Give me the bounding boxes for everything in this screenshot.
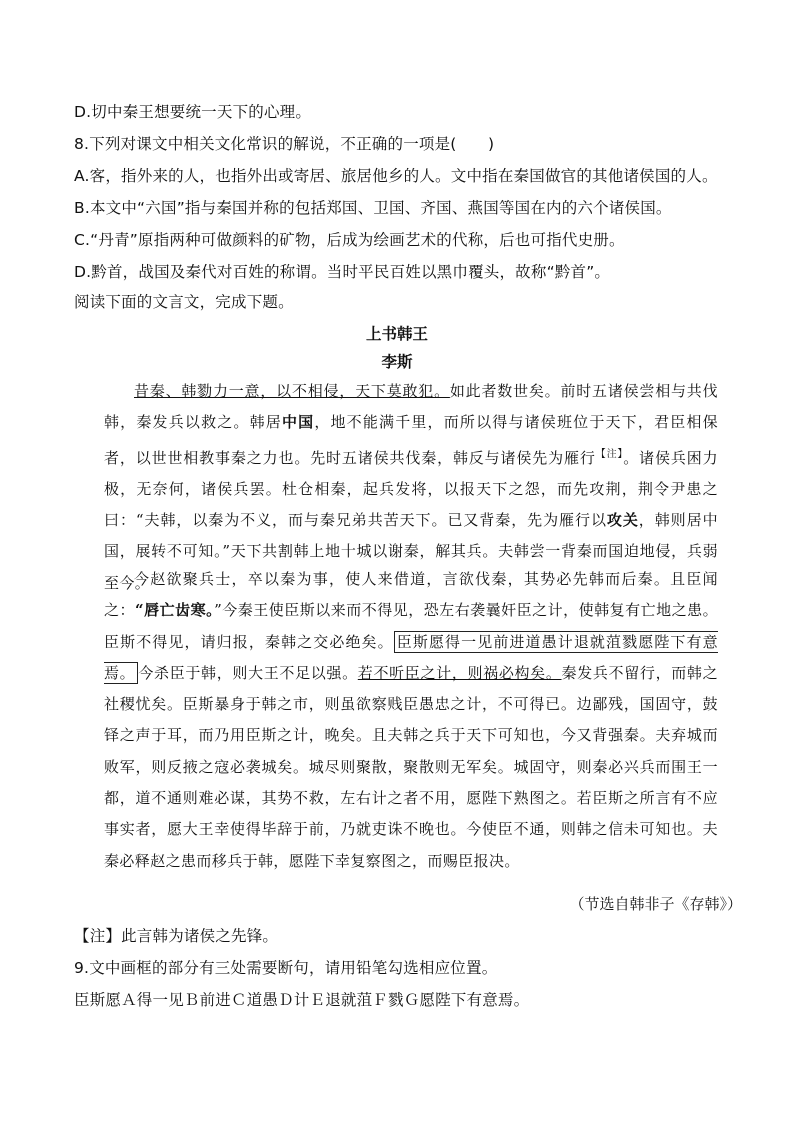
passage-title: 上书韩王	[365, 325, 428, 343]
q8-option-c: C.“丹青”原指两种可做颜料的矿物，后成为绘画艺术的代称，后也可指代史册。	[74, 231, 625, 249]
passage-paragraph-2: 今赵欲聚兵士，卒以秦为事，使人来借道，言欲伐秦，其势必先韩而后秦。且臣闻之：“唇亡齿寒。”今秦王使臣斯以来而不得见，恐左右袭曩奸臣之计，使韩复有亡地之患。臣斯不得见，请归报，秦韩之交必绝矣。 臣斯愿得一见前进道愚计退就菹戮愿陛下有意焉。 今杀臣于韩，则大王不足以强。若不听臣之计，则祸必构矣。秦发兵不留行，而韩之社稷忧矣。臣斯暴身于韩之市，则虽欲察贱臣愚忠之计，不可得已。边鄙残，国固守，鼓铎之声于耳，而乃用臣斯之计，晚矣。且夫韩之兵于天下可知也，今又背强秦。夫弃城而败军，则反掖之寇必袭城矣。城尽则聚散，聚散则无军矣。城固守，则秦必兴兵而围王一都，道不通则难必谋，其势不救，左右计之者不用，愿陛下熟图之。若臣斯之所言有不应事实者，愿大王幸使得毕辞于前，乃就吏诛不晚也。今使臣不通，则韩之信未可知也。夫秦必释赵之患而移兵于韩，愿陛下幸复察图之，而赐臣报决。	[104, 570, 719, 870]
boxed-sentence: 臣斯愿得一见前进道愚计退就菹戮愿陛下有意焉。	[104, 632, 718, 682]
q8-option-b: B.本文中“六国”指与秦国并称的包括郑国、卫国、齐国、燕国等国在内的六个诸侯国。	[74, 199, 672, 217]
reading-instruction: 阅读下面的文言文，完成下题。	[74, 293, 294, 311]
bold-idiom: “唇亡齿寒。	[135, 601, 215, 620]
q9-options: 臣斯愿Ａ得一见Ｂ前进Ｃ道愚Ｄ计Ｅ退就菹Ｆ戮Ｇ愿陛下有意焉。	[74, 991, 530, 1009]
q9-stem: 9.文中画框的部分有三处需要断句，请用铅笔勾选相应位置。	[74, 959, 498, 977]
passage-source: （节选自韩非子《存韩》）	[569, 895, 742, 913]
q7-option-d: D.切中秦王想要统一天下的心理。	[74, 103, 312, 121]
bold-term-gongguan: 攻关	[606, 511, 639, 530]
underlined-sentence: 昔秦、韩勠力一意，以不相侵，天下莫敢犯。	[134, 382, 450, 400]
passage-paragraph-1: 昔秦、韩勠力一意，以不相侵，天下莫敢犯。如此者数世矣。前时五诸侯尝相与共伐韩，秦发兵以救之。韩居中国，地不能满千里，而所以得与诸侯班位于天下，君臣相保者，以世世相教事秦之力也。先时五诸侯共伐秦，韩反与诸侯先为雁行$^{【注】}$。诸侯兵困力极，无奈何，诸侯兵罢。杜仓相秦，起兵发将，以报天下之怨，而先攻荆，荆令尹患之曰：“夫韩，以秦为不义，而与秦兄弟共苦天下。已又背秦，先为雁行以攻关，韩则居中国，展转不可知。”天下共割韩上地十城以谢秦，解其兵。夫韩尝一背秦而国迫地侵，兵弱至今。	[104, 382, 719, 592]
q8-option-d: D.黔首，战国及秦代对百姓的称谓。当时平民百姓以黑巾覆头，故称“黔首”。	[74, 263, 611, 281]
bold-term-zhongguo: 中国	[281, 413, 315, 432]
underlined-sentence-2: 若不听臣之计，则祸必构矣。	[357, 663, 562, 682]
q8-stem: 8.下列对课文中相关文化常识的解说，不正确的一项是( )	[74, 135, 495, 153]
note-marker: 【注】	[595, 448, 624, 460]
q8-option-a: A.客，指外来的人，也指外出或寄居、旅居他乡的人。文中指在秦国做官的其他诸侯国的人。	[74, 167, 718, 185]
passage-note: 【注】此言韩为诸侯之先锋。	[74, 927, 279, 945]
passage-author: 李斯	[381, 352, 413, 371]
